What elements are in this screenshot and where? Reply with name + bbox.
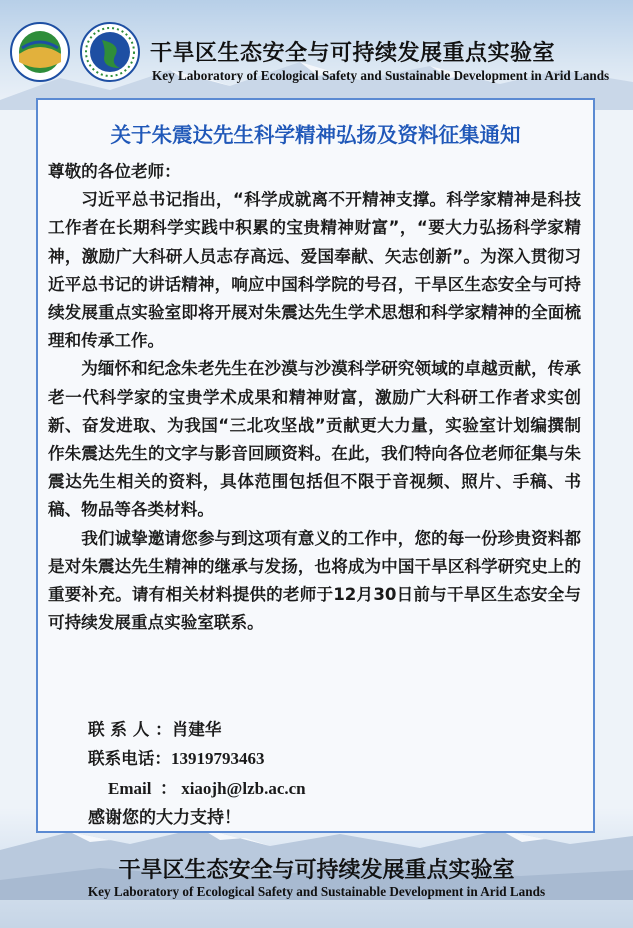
thanks-line: 感谢您的大力支持！ — [88, 808, 241, 828]
institute-emblem-icon — [10, 22, 70, 82]
contact-email-label: Email ： — [108, 779, 177, 798]
notice-title: 关于朱震达先生科学精神弘扬及资料征集通知 — [110, 123, 521, 147]
footer-subtitle: Key Laboratory of Ecological Safety and Sustainable Development in Arid Lands — [87, 884, 546, 899]
contact-phone — [88, 745, 264, 769]
contact-phone-label: 联系电话： — [88, 749, 171, 768]
notice-card — [36, 98, 595, 833]
contact-person — [88, 716, 222, 740]
contact-email — [108, 774, 306, 799]
footer-title: 干旱区生态安全与可持续发展重点实验室 — [118, 858, 515, 883]
header — [0, 0, 633, 100]
header-subtitle: Key Laboratory of Ecological Safety and Sustainable Development in Arid Lands — [152, 68, 610, 83]
contact-email-value[interactable]: xiaojh@lzb.ac.cn — [181, 779, 306, 798]
lab-emblem-icon — [80, 22, 140, 82]
contact-phone-value: 13919793463 — [170, 749, 265, 768]
paragraph: 习近平总书记指出，“科学成就离不开精神支撑。科学家精神是科技工作者在长期科学实践中积累的宝贵精神财富”，“要大力弘扬科学家精神，激励广大科研人员志存高远、爱国奉献、矢志创新”。为深入贯彻习近平总书记的讲话精神，响应中国科学院的号召，干旱区生态安全与可持续发展重点实验室即将开展对朱震达先生学术思想和科学家精神的全面梳理和传承工作。 — [48, 190, 581, 351]
paragraph: 为缅怀和纪念朱老先生在沙漠与沙漠科学研究领域的卓越贡献，传承老一代科学家的宝贵学术成果和精神财富，激励广大科研工作者求实创新、奋发进取、为我国“三北攻坚战”贡献更大力量，实验室计划编撰制作朱震达先生的文字与影音回顾资料。在此，我们特向各位老师征集与朱震达先生相关的资料，具体范围包括但不限于音视频、照片、手稿、书稿、物品等各类材料。 — [48, 359, 581, 520]
notice-body — [48, 158, 581, 637]
paragraph: 我们诚挚邀请您参与到这项有意义的工作中，您的每一份珍贵资料都是对朱震达先生精神的继承与发扬，也将成为中国干旱区科学研究史上的重要补充。请有相关材料提供的老师于12月30日前与干旱区生态安全与可持续发展重点实验室联系。 — [48, 528, 581, 633]
header-title: 干旱区生态安全与可持续发展重点实验室 — [150, 41, 556, 66]
contact-person-value: 肖建华 — [171, 720, 222, 739]
contact-person-label: 联 系 人 ： — [88, 720, 172, 739]
greeting: 尊敬的各位老师： — [48, 162, 181, 181]
